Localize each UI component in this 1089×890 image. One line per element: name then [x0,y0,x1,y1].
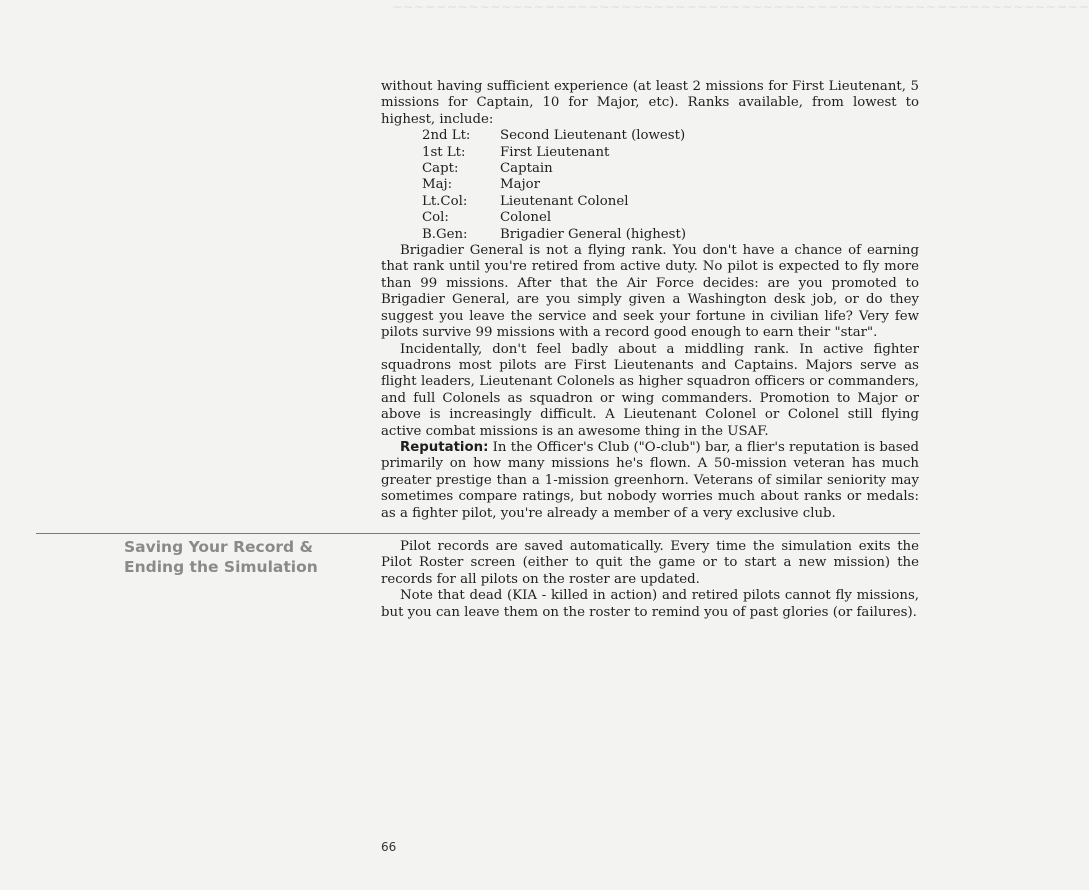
rank-row: Col: Colonel [422,210,552,226]
intro-paragraph: without having sufficient experience (at least 2 missions for First Lieutenant, 5 missions for Captain, 10 for Major, etc). Ranks available, from lowest to highest, include: [381,79,919,127]
brigadier-paragraph: Brigadier General is not a flying rank. You don't have a chance of earning that rank until you're retired from active duty. No pilot is expected to fly more than 99 missions. After that the Air Force decides: are you promoted to Brigadier General, are you simply given a Washington desk job, or do they suggest you leave the service and seek your fortune in civilian life? Very few pilots survive 99 missions with a record good enough to earn their "star". [381,243,919,341]
rank-row: 1st Lt: First Lieutenant [422,144,610,160]
section-heading: Saving Your Record & Ending the Simulation [124,538,318,576]
incidentally-paragraph: Incidentally, don't feel badly about a middling rank. In active fighter squadrons most pilots are First Lieutenants and Captains. Majors serve as flight leaders, Lieutenant Colonels as higher squadron officers or commanders, and full Colonels as squadron or wing commanders. Promotion to Major or above is increasingly difficult. A Lieutenant Colonel or Colonel still flying active combat missions is an awesome thing in the USAF. [381,341,919,439]
reputation-run-in-heading: Reputation: [400,439,489,455]
bleed-through-text: ~~~~~~~~~~~~~~~~~~~~~~~~~~~~~~~~~~~~~~~~~~~~~~~~~~~~~~~~~~~~~~~~ [392,0,1089,15]
bleed-through-heading [250,396,370,426]
page-number: 66 [381,840,397,854]
rank-table [422,128,686,243]
body-column-top [381,79,919,522]
reputation-text: In the Officer's Club ("O-club") bar, a flier's reputation is based primarily on how many missions he's flown. A 50-mission veteran has much greater prestige than a 1-mission greenhorn. Veterans of similar seniority may sometimes compare ratings, but nobody worries much about ranks or medals: as a fighter pilot, you're already a member of a very exclusive club. [381,439,919,521]
rank-row: Capt: Captain [422,161,553,177]
reputation-paragraph [381,440,919,522]
rank-row: Maj: Major [422,177,541,193]
section-divider [36,533,920,534]
rank-row: 2nd Lt: Second Lieutenant (lowest) [422,128,686,144]
saving-paragraph: Pilot records are saved automatically. Every time the simulation exits the Pilot Roster screen (either to quit the game or to start a new mission) the records for all pilots on the roster are updated. [381,539,919,587]
dead-pilots-paragraph: Note that dead (KIA - killed in action) and retired pilots cannot fly missions, but you can leave them on the roster to remind you of past glories (or failures). [381,588,919,620]
rank-row: B.Gen: Brigadier General (highest) [422,226,687,242]
rank-row: Lt.Col: Lieutenant Colonel [422,193,629,209]
body-column-bottom [381,539,919,621]
